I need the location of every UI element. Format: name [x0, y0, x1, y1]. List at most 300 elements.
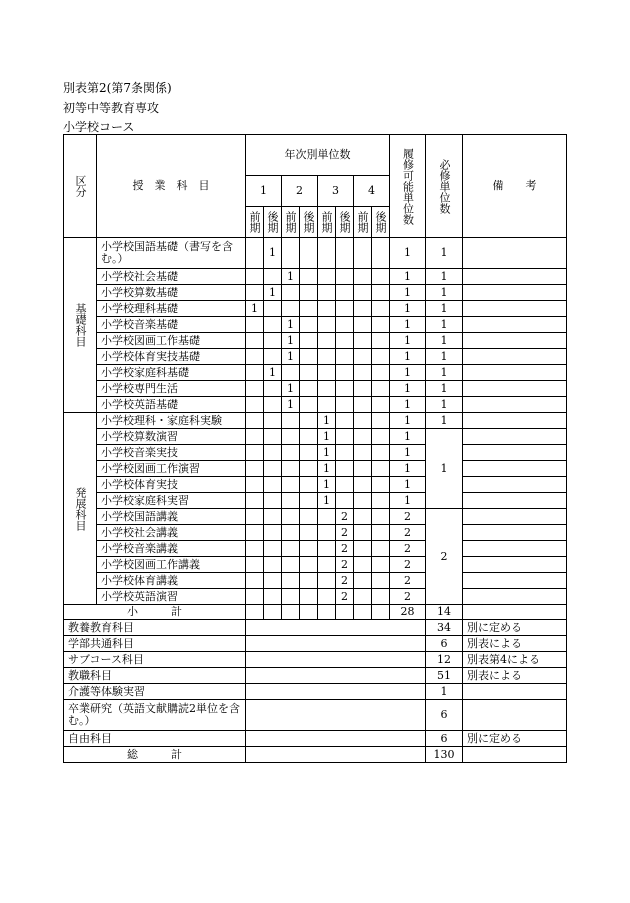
header-late: 後期: [300, 207, 318, 238]
semester-unit-cell: [300, 589, 318, 605]
subject-name: 介護等体験実習: [64, 684, 246, 700]
table-row: [64, 301, 567, 317]
required-units-group: 1: [426, 429, 463, 509]
table-row: [64, 477, 567, 493]
remarks-cell: [463, 747, 567, 763]
required-units: 6: [426, 636, 463, 652]
subject-name: 自由科目: [64, 731, 246, 747]
semester-unit-cell: [318, 381, 336, 397]
subject-name: 小学校体育講義: [97, 573, 246, 589]
required-units: 1: [426, 684, 463, 700]
remarks-cell: [463, 269, 567, 285]
table-row: [64, 557, 567, 573]
semester-unit-cell: [336, 238, 354, 269]
semester-unit-cell: 2: [336, 589, 354, 605]
semester-unit-cell: [300, 525, 318, 541]
semester-unit-cell: [372, 557, 390, 573]
required-units: 6: [426, 731, 463, 747]
semester-unit-cell: 2: [336, 557, 354, 573]
semester-unit-cell: [300, 557, 318, 573]
table-row: [64, 731, 567, 747]
semester-unit-cell: [264, 349, 282, 365]
semester-unit-cell: [318, 397, 336, 413]
semester-unit-cell: [372, 445, 390, 461]
required-units: 1: [426, 413, 463, 429]
semester-unit-cell: [336, 413, 354, 429]
semester-unit-cell: [300, 429, 318, 445]
header-late: 後期: [336, 207, 354, 238]
semester-unit-cell: [300, 477, 318, 493]
header-early: 前期: [354, 207, 372, 238]
subject-name: 小学校国語基礎（書写を含む。）: [97, 238, 246, 269]
semester-unit-cell: [264, 477, 282, 493]
semester-unit-cell: [246, 477, 264, 493]
table-row: [64, 285, 567, 301]
subject-name: サブコース科目: [64, 652, 246, 668]
semester-unit-cell: [354, 557, 372, 573]
semester-unit-cell: [300, 461, 318, 477]
semester-unit-cell: [282, 525, 300, 541]
semester-unit-cell: [246, 525, 264, 541]
required-units: 1: [426, 317, 463, 333]
blank-cell: [246, 700, 426, 731]
blank-cell: [246, 731, 426, 747]
semester-unit-cell: [282, 557, 300, 573]
semester-unit-cell: [318, 589, 336, 605]
semester-unit-cell: 1: [282, 269, 300, 285]
semester-unit-cell: [300, 445, 318, 461]
semester-unit-cell: 2: [336, 509, 354, 525]
optional-units: 1: [390, 301, 426, 317]
subject-name: 小学校英語基礎: [97, 397, 246, 413]
major-title: 初等中等教育専攻: [63, 101, 160, 115]
semester-unit-cell: [354, 461, 372, 477]
subject-name: 小学校算数基礎: [97, 285, 246, 301]
semester-unit-cell: [264, 381, 282, 397]
semester-unit-cell: [300, 605, 318, 620]
semester-unit-cell: 1: [318, 493, 336, 509]
subject-name: 小学校音楽基礎: [97, 317, 246, 333]
semester-unit-cell: 2: [336, 541, 354, 557]
semester-unit-cell: [282, 413, 300, 429]
semester-unit-cell: [372, 317, 390, 333]
semester-unit-cell: [264, 317, 282, 333]
semester-unit-cell: [282, 429, 300, 445]
semester-unit-cell: [300, 301, 318, 317]
remarks-cell: [463, 525, 567, 541]
semester-unit-cell: [282, 477, 300, 493]
semester-unit-cell: [264, 333, 282, 349]
table-row: [64, 269, 567, 285]
semester-unit-cell: [336, 445, 354, 461]
semester-unit-cell: 1: [318, 445, 336, 461]
remarks-cell: [463, 541, 567, 557]
remarks-cell: 別表第4による: [463, 652, 567, 668]
semester-unit-cell: [372, 573, 390, 589]
remarks-cell: [463, 381, 567, 397]
remarks-cell: 別に定める: [463, 620, 567, 636]
header-subject: 授 業 科 目: [97, 135, 246, 238]
semester-unit-cell: [354, 413, 372, 429]
table-row: [64, 493, 567, 509]
semester-unit-cell: [372, 413, 390, 429]
semester-unit-cell: [336, 365, 354, 381]
semester-unit-cell: [354, 541, 372, 557]
semester-unit-cell: 1: [318, 413, 336, 429]
blank-cell: [246, 636, 426, 652]
semester-unit-cell: [282, 301, 300, 317]
optional-units: 1: [390, 238, 426, 269]
semester-unit-cell: [246, 461, 264, 477]
remarks-cell: 別に定める: [463, 731, 567, 747]
subject-name: 小学校体育実技基礎: [97, 349, 246, 365]
header-optional-units: 履修可能単位数: [390, 135, 426, 238]
semester-unit-cell: [300, 381, 318, 397]
table-row: [64, 365, 567, 381]
subject-name: 卒業研究（英語文献購読2単位を含む。）: [64, 700, 246, 731]
semester-unit-cell: [246, 365, 264, 381]
optional-units: 1: [390, 477, 426, 493]
remarks-cell: [463, 445, 567, 461]
semester-unit-cell: 1: [264, 285, 282, 301]
required-units: 1: [426, 269, 463, 285]
subject-name: 小学校算数演習: [97, 429, 246, 445]
semester-unit-cell: [354, 509, 372, 525]
remarks-cell: [463, 301, 567, 317]
semester-unit-cell: [246, 238, 264, 269]
table-row: [64, 413, 567, 429]
optional-units: 1: [390, 397, 426, 413]
optional-units: 1: [390, 413, 426, 429]
semester-unit-cell: [318, 301, 336, 317]
semester-unit-cell: [246, 605, 264, 620]
required-units: 51: [426, 668, 463, 684]
semester-unit-cell: [318, 525, 336, 541]
remarks-cell: 別表による: [463, 668, 567, 684]
semester-unit-cell: [336, 429, 354, 445]
semester-unit-cell: [336, 285, 354, 301]
semester-unit-cell: [354, 477, 372, 493]
semester-unit-cell: [264, 557, 282, 573]
table-row: [64, 652, 567, 668]
remarks-cell: [463, 349, 567, 365]
table-row: [64, 684, 567, 700]
semester-unit-cell: [354, 269, 372, 285]
semester-unit-cell: [300, 509, 318, 525]
subject-name: 小学校体育実技: [97, 477, 246, 493]
semester-unit-cell: [264, 573, 282, 589]
remarks-cell: [463, 429, 567, 445]
semester-unit-cell: 1: [264, 238, 282, 269]
semester-unit-cell: [336, 317, 354, 333]
total-label: 総 計: [64, 747, 246, 763]
subtotal-required: 14: [426, 605, 463, 620]
semester-unit-cell: [282, 365, 300, 381]
category-advanced: 発展科目: [64, 413, 97, 605]
semester-unit-cell: [300, 317, 318, 333]
semester-unit-cell: [246, 285, 264, 301]
total-row: [64, 747, 567, 763]
blank-cell: [246, 652, 426, 668]
header-late: 後期: [372, 207, 390, 238]
required-units: 6: [426, 700, 463, 731]
subject-name: 小学校家庭科実習: [97, 493, 246, 509]
semester-unit-cell: 2: [336, 573, 354, 589]
blank-cell: [246, 668, 426, 684]
remarks-cell: [463, 413, 567, 429]
semester-unit-cell: [372, 365, 390, 381]
semester-unit-cell: [246, 333, 264, 349]
semester-unit-cell: [372, 589, 390, 605]
semester-unit-cell: [246, 269, 264, 285]
optional-units: 1: [390, 317, 426, 333]
semester-unit-cell: [300, 349, 318, 365]
semester-unit-cell: [354, 365, 372, 381]
remarks-cell: [463, 605, 567, 620]
semester-unit-cell: [318, 333, 336, 349]
appendix-title: 別表第2(第7条関係): [63, 81, 172, 95]
semester-unit-cell: [282, 238, 300, 269]
required-units: 1: [426, 238, 463, 269]
semester-unit-cell: [300, 238, 318, 269]
semester-unit-cell: [246, 541, 264, 557]
semester-unit-cell: [372, 477, 390, 493]
subtotal-row: [64, 605, 567, 620]
semester-unit-cell: 1: [246, 301, 264, 317]
subject-name: 小学校社会基礎: [97, 269, 246, 285]
subject-name: 小学校国語講義: [97, 509, 246, 525]
semester-unit-cell: [282, 493, 300, 509]
semester-unit-cell: [318, 349, 336, 365]
subject-name: 教養教育科目: [64, 620, 246, 636]
semester-unit-cell: [246, 397, 264, 413]
semester-unit-cell: [336, 493, 354, 509]
semester-unit-cell: [264, 445, 282, 461]
semester-unit-cell: [246, 493, 264, 509]
optional-units: 2: [390, 541, 426, 557]
semester-unit-cell: [264, 397, 282, 413]
header-early: 前期: [282, 207, 300, 238]
required-units-group: 2: [426, 509, 463, 605]
semester-unit-cell: 1: [282, 349, 300, 365]
optional-units: 1: [390, 285, 426, 301]
semester-unit-cell: [354, 238, 372, 269]
header-category: 区分: [64, 135, 97, 238]
semester-unit-cell: [354, 381, 372, 397]
header-early: 前期: [246, 207, 264, 238]
header-year-2: 2: [282, 176, 318, 207]
semester-unit-cell: [300, 269, 318, 285]
optional-units: 2: [390, 589, 426, 605]
semester-unit-cell: [336, 461, 354, 477]
optional-units: 1: [390, 333, 426, 349]
table-row: [64, 238, 567, 269]
subtotal-label: 小 計: [64, 605, 246, 620]
header-year-1: 1: [246, 176, 282, 207]
optional-units: 1: [390, 461, 426, 477]
semester-unit-cell: [246, 349, 264, 365]
table-row: [64, 349, 567, 365]
remarks-cell: [463, 509, 567, 525]
optional-units: 2: [390, 525, 426, 541]
required-units: 1: [426, 365, 463, 381]
semester-unit-cell: [246, 589, 264, 605]
semester-unit-cell: [336, 477, 354, 493]
semester-unit-cell: [282, 541, 300, 557]
remarks-cell: [463, 285, 567, 301]
semester-unit-cell: [372, 541, 390, 557]
semester-unit-cell: [264, 525, 282, 541]
semester-unit-cell: [282, 605, 300, 620]
subject-name: 小学校理科・家庭科実験: [97, 413, 246, 429]
semester-unit-cell: [354, 285, 372, 301]
semester-unit-cell: [372, 525, 390, 541]
required-units: 1: [426, 333, 463, 349]
semester-unit-cell: 1: [282, 317, 300, 333]
header-remarks: 備 考: [463, 135, 567, 238]
table-row: [64, 381, 567, 397]
table-row: [64, 317, 567, 333]
optional-units: 1: [390, 349, 426, 365]
semester-unit-cell: [282, 509, 300, 525]
semester-unit-cell: 1: [282, 397, 300, 413]
header-year-3: 3: [318, 176, 354, 207]
semester-unit-cell: [318, 238, 336, 269]
semester-unit-cell: [336, 381, 354, 397]
semester-unit-cell: [372, 333, 390, 349]
optional-units: 1: [390, 365, 426, 381]
table-row: [64, 573, 567, 589]
semester-unit-cell: [336, 301, 354, 317]
semester-unit-cell: 1: [282, 381, 300, 397]
remarks-cell: [463, 397, 567, 413]
semester-unit-cell: [318, 541, 336, 557]
header-required-units: 必修単位数: [426, 135, 463, 238]
semester-unit-cell: [318, 605, 336, 620]
semester-unit-cell: [318, 365, 336, 381]
table-row: [64, 445, 567, 461]
header-early: 前期: [318, 207, 336, 238]
semester-unit-cell: [336, 349, 354, 365]
semester-unit-cell: [300, 573, 318, 589]
header-late: 後期: [264, 207, 282, 238]
semester-unit-cell: [282, 461, 300, 477]
optional-units: 1: [390, 445, 426, 461]
semester-unit-cell: [264, 493, 282, 509]
optional-units: 2: [390, 509, 426, 525]
optional-units: 1: [390, 493, 426, 509]
semester-unit-cell: [354, 397, 372, 413]
total-required: 130: [426, 747, 463, 763]
semester-unit-cell: 1: [318, 429, 336, 445]
curriculum-table: [63, 134, 567, 763]
semester-unit-cell: [246, 413, 264, 429]
semester-unit-cell: [354, 349, 372, 365]
optional-units: 2: [390, 573, 426, 589]
remarks-cell: [463, 317, 567, 333]
semester-unit-cell: [246, 445, 264, 461]
remarks-cell: [463, 333, 567, 349]
required-units: 12: [426, 652, 463, 668]
remarks-cell: [463, 684, 567, 700]
remarks-cell: [463, 365, 567, 381]
semester-unit-cell: 1: [318, 461, 336, 477]
table-row: [64, 620, 567, 636]
semester-unit-cell: [300, 397, 318, 413]
remarks-cell: [463, 700, 567, 731]
semester-unit-cell: [372, 461, 390, 477]
semester-unit-cell: [282, 573, 300, 589]
semester-unit-cell: [354, 301, 372, 317]
semester-unit-cell: [336, 605, 354, 620]
semester-unit-cell: [282, 285, 300, 301]
semester-unit-cell: [246, 573, 264, 589]
remarks-cell: [463, 557, 567, 573]
semester-unit-cell: [300, 333, 318, 349]
header-year-units: 年次別単位数: [246, 135, 390, 176]
semester-unit-cell: [354, 525, 372, 541]
semester-unit-cell: [372, 509, 390, 525]
required-units: 1: [426, 381, 463, 397]
semester-unit-cell: [372, 493, 390, 509]
remarks-cell: [463, 573, 567, 589]
semester-unit-cell: [246, 509, 264, 525]
required-units: 1: [426, 349, 463, 365]
semester-unit-cell: [282, 589, 300, 605]
required-units: 1: [426, 301, 463, 317]
remarks-cell: [463, 238, 567, 269]
semester-unit-cell: [354, 589, 372, 605]
category-basic: 基礎科目: [64, 238, 97, 413]
semester-unit-cell: [318, 509, 336, 525]
semester-unit-cell: [372, 397, 390, 413]
semester-unit-cell: [354, 429, 372, 445]
remarks-cell: [463, 461, 567, 477]
semester-unit-cell: [246, 381, 264, 397]
subtotal-optional: 28: [390, 605, 426, 620]
semester-unit-cell: [336, 333, 354, 349]
semester-unit-cell: [318, 269, 336, 285]
semester-unit-cell: [246, 317, 264, 333]
table-row: [64, 636, 567, 652]
semester-unit-cell: [264, 541, 282, 557]
semester-unit-cell: 1: [318, 477, 336, 493]
semester-unit-cell: [372, 301, 390, 317]
optional-units: 1: [390, 429, 426, 445]
semester-unit-cell: [372, 269, 390, 285]
remarks-cell: [463, 477, 567, 493]
table-row: [64, 668, 567, 684]
table-row: [64, 589, 567, 605]
semester-unit-cell: [300, 285, 318, 301]
remarks-cell: [463, 493, 567, 509]
table-row: [64, 509, 567, 525]
semester-unit-cell: [264, 301, 282, 317]
semester-unit-cell: [372, 349, 390, 365]
subject-name: 小学校図画工作講義: [97, 557, 246, 573]
semester-unit-cell: [336, 397, 354, 413]
remarks-cell: 別表による: [463, 636, 567, 652]
optional-units: 1: [390, 381, 426, 397]
semester-unit-cell: 1: [282, 333, 300, 349]
optional-units: 2: [390, 557, 426, 573]
table-row: [64, 429, 567, 445]
semester-unit-cell: [300, 365, 318, 381]
semester-unit-cell: [246, 429, 264, 445]
subject-name: 小学校理科基礎: [97, 301, 246, 317]
semester-unit-cell: [264, 429, 282, 445]
semester-unit-cell: [372, 605, 390, 620]
